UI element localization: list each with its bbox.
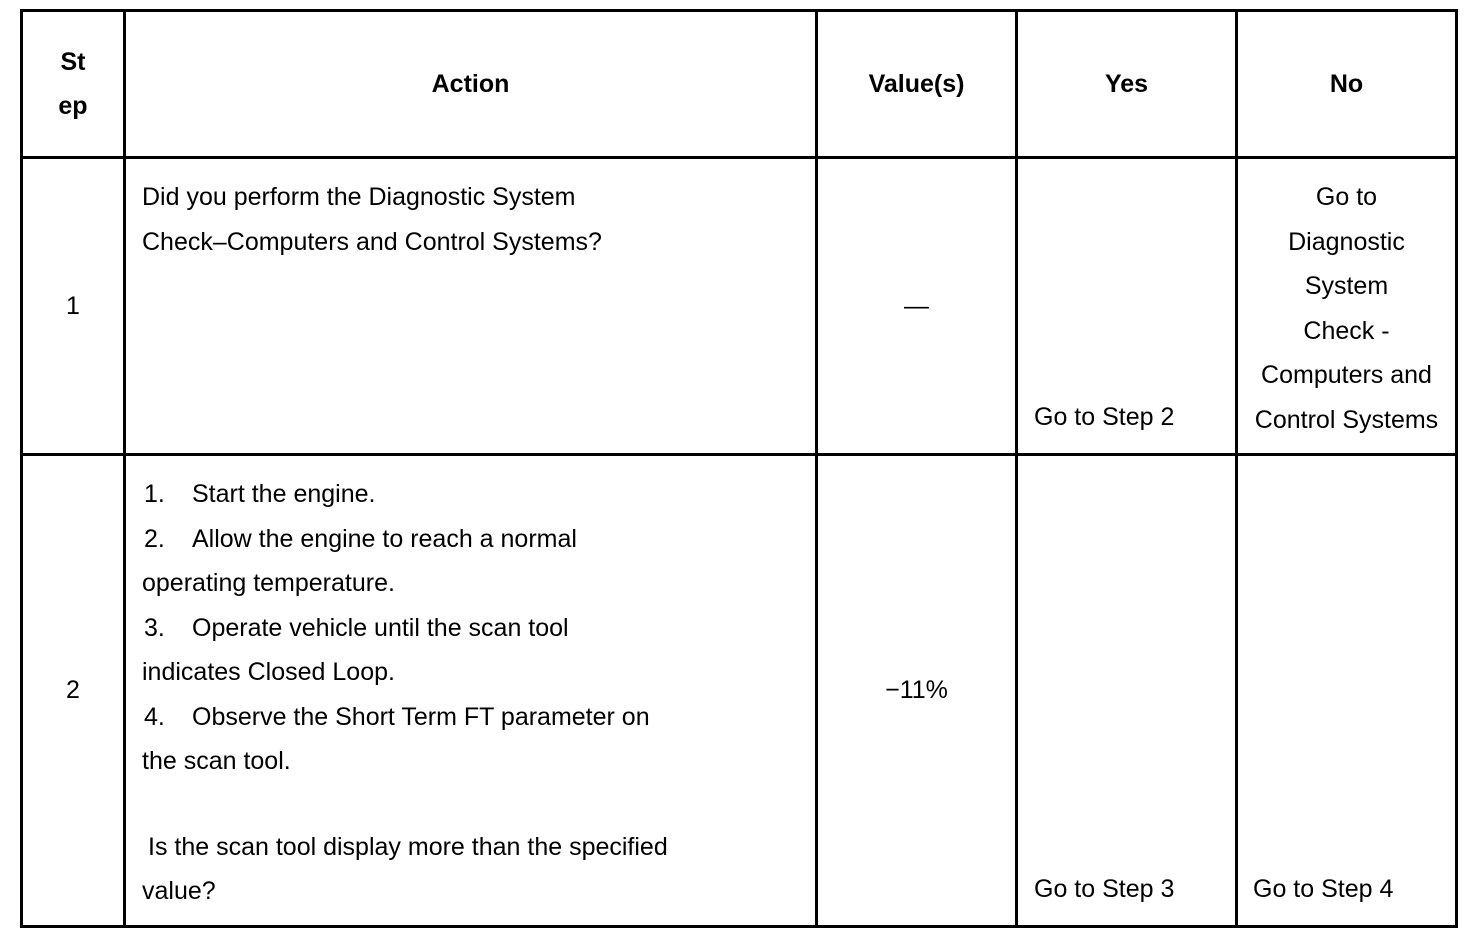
no-cell bbox=[1237, 158, 1457, 455]
step-cell: 1 bbox=[22, 158, 125, 455]
header-step-line-1: St bbox=[60, 47, 86, 76]
action-item bbox=[142, 606, 815, 651]
action-item-continuation: indicates Closed Loop. bbox=[142, 658, 395, 686]
action-cell bbox=[125, 158, 817, 455]
no-line: System bbox=[1304, 272, 1389, 300]
step-cell: 2 bbox=[22, 455, 125, 927]
action-item bbox=[142, 517, 815, 562]
value-cell: −11% bbox=[817, 455, 1017, 927]
header-row bbox=[22, 11, 1457, 158]
action-item-number: 4. bbox=[144, 702, 165, 731]
question-line: Is the scan tool display more than the specified bbox=[148, 832, 668, 861]
action-item-number: 3. bbox=[144, 613, 165, 642]
action-item-continuation: operating temperature. bbox=[142, 569, 395, 597]
no-cell: Go to Step 4 bbox=[1237, 455, 1457, 927]
header-no: No bbox=[1237, 11, 1457, 158]
table-row bbox=[22, 455, 1457, 927]
table-row bbox=[22, 158, 1457, 455]
header-yes: Yes bbox=[1017, 11, 1237, 158]
spacer bbox=[142, 784, 815, 825]
action-cell bbox=[125, 455, 817, 927]
action-item-text: Allow the engine to reach a normal bbox=[192, 524, 577, 553]
header-values: Value(s) bbox=[817, 11, 1017, 158]
action-item-text: Start the engine. bbox=[192, 480, 376, 508]
action-item bbox=[142, 695, 815, 740]
action-item-number: 1. bbox=[144, 480, 165, 508]
diagnostic-table bbox=[20, 9, 1458, 928]
value-cell: — bbox=[817, 158, 1017, 455]
header-action: Action bbox=[125, 11, 817, 158]
no-line: Check - bbox=[1303, 316, 1390, 345]
yes-cell: Go to Step 2 bbox=[1017, 158, 1237, 455]
action-item-text: Operate vehicle until the scan tool bbox=[192, 613, 569, 642]
no-line: Control Systems bbox=[1254, 405, 1439, 434]
action-item bbox=[142, 472, 815, 517]
action-item-number: 2. bbox=[144, 524, 165, 553]
header-step bbox=[22, 11, 125, 158]
no-line: Computers and bbox=[1261, 361, 1432, 389]
action-line: Did you perform the Diagnostic System bbox=[142, 183, 576, 211]
yes-cell: Go to Step 3 bbox=[1017, 455, 1237, 927]
no-line: Go to bbox=[1315, 183, 1378, 211]
question-line: value? bbox=[142, 877, 216, 905]
header-step-line-2: ep bbox=[58, 92, 88, 120]
action-item-continuation: the scan tool. bbox=[142, 747, 291, 775]
no-line: Diagnostic bbox=[1288, 227, 1405, 256]
action-item-text: Observe the Short Term FT parameter on bbox=[192, 702, 650, 731]
action-line: Check–Computers and Control Systems? bbox=[142, 227, 602, 256]
